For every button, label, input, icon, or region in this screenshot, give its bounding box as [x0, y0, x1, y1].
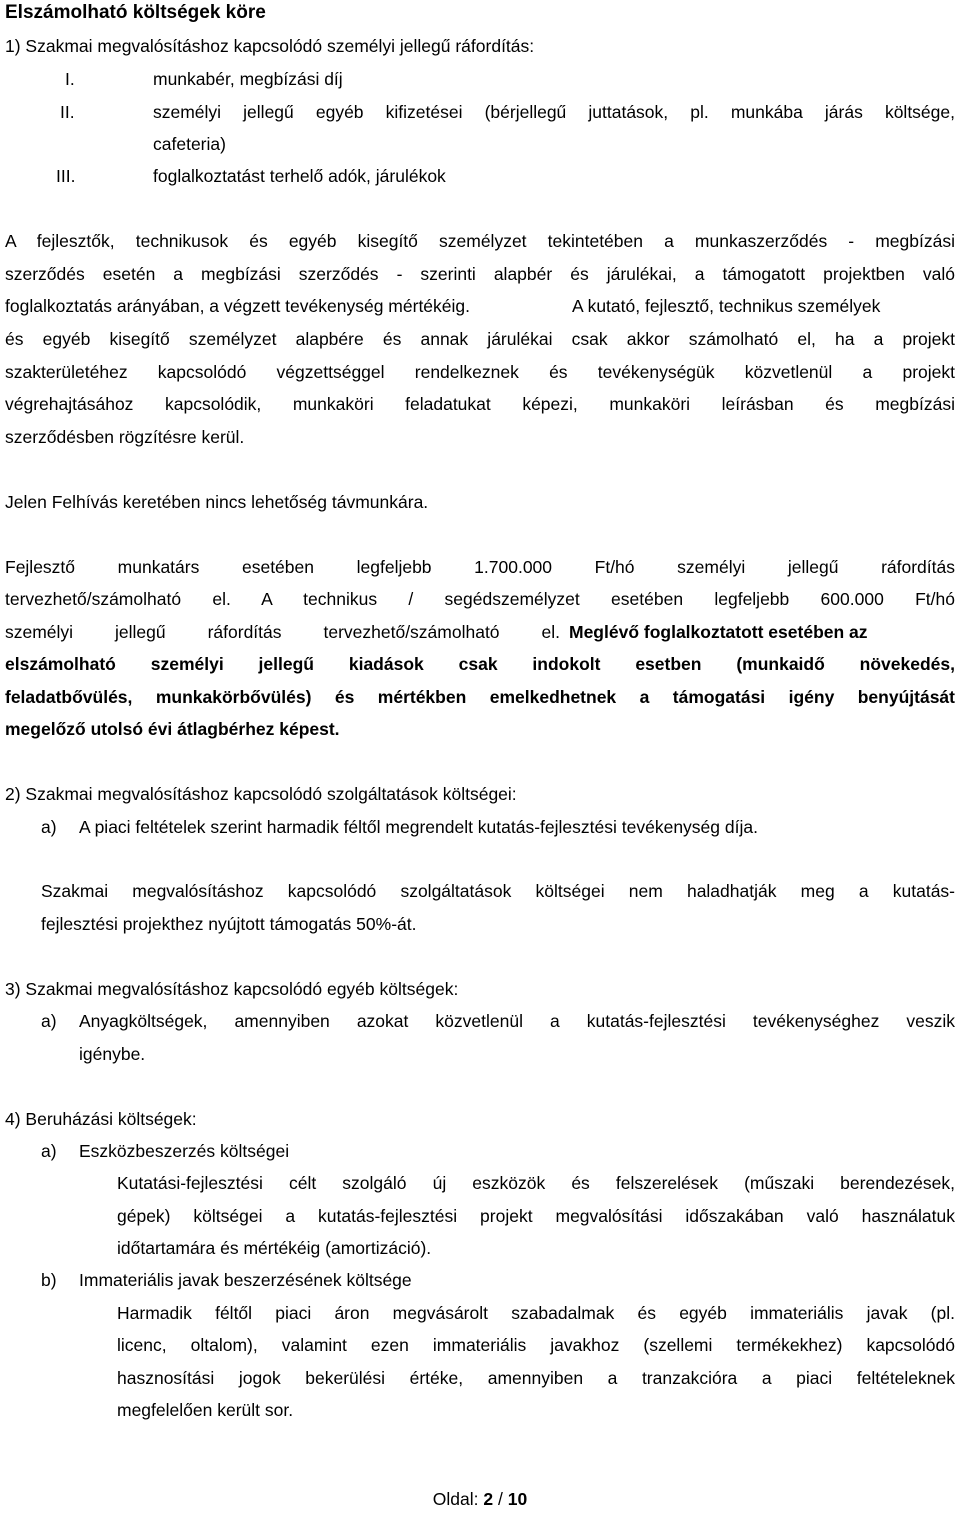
paragraph-bold-line: megelőző utolsó évi átlagbérhez képest. — [5, 719, 340, 739]
list-label: a) — [41, 817, 57, 837]
section-2-heading: 2) Szakmai megvalósításhoz kapcsolódó szolgáltatások költségei: — [5, 784, 517, 804]
footer-page-total: 10 — [507, 1489, 528, 1509]
paragraph-line: személyi jellegű ráfordítás tervezhető/számolható el. — [5, 622, 560, 642]
section-3-heading: 3) Szakmai megvalósításhoz kapcsolódó egyéb költségek: — [5, 979, 459, 999]
list-item: Anyagköltségek, amennyiben azokat közvetlenül a kutatás-fejlesztési tevékenységhez veszik — [79, 1011, 955, 1031]
list-item-line: Kutatási-fejlesztési célt szolgáló új eszközök és felszerelések (műszaki berendezések, — [117, 1173, 955, 1193]
list-item: A piaci feltételek szerint harmadik féltől megrendelt kutatás-fejlesztési tevékenység díja. — [79, 817, 758, 837]
page-footer — [0, 1489, 960, 1509]
paragraph-line: és egyéb kisegítő személyzet alapbére és annak járulékai csak akkor számolható el, ha a projekt — [5, 329, 955, 349]
paragraph-line: Fejlesztő munkatárs esetében legfeljebb 1.700.000 Ft/hó személyi jellegű ráfordítás — [5, 557, 955, 577]
paragraph-line: szakterületéhez kapcsolódó végzettséggel rendelkeznek és tevékenységük közvetlenül a projekt — [5, 362, 955, 382]
paragraph-line: tervezhető/számolható el. A technikus / segédszemélyzet esetében legfeljebb 600.000 Ft/hó — [5, 589, 955, 609]
footer-separator: / — [497, 1489, 503, 1509]
list-item-cont: cafeteria) — [153, 134, 226, 154]
note-line: Szakmai megvalósításhoz kapcsolódó szolgáltatások költségei nem haladhatják meg a kutatás- — [41, 881, 955, 901]
list-label: a) — [41, 1141, 57, 1161]
list-item-line: időtartamára és mértékéig (amortizáció). — [117, 1238, 432, 1258]
list-item-line: gépek) költségei a kutatás-fejlesztési projekt megvalósítási időszakában való használatuk — [117, 1206, 955, 1226]
list-item-title: Eszközbeszerzés költségei — [79, 1141, 290, 1161]
paragraph-line: szerződés esetén a megbízási szerződés - szerinti alapbér és járulékai, a támogatott projektben való — [5, 264, 955, 284]
footer-label: Oldal: — [432, 1489, 479, 1509]
list-label: a) — [41, 1011, 57, 1031]
section-1-heading: 1) Szakmai megvalósításhoz kapcsolódó személyi jellegű ráfordítás: — [5, 36, 535, 56]
list-label: b) — [41, 1270, 57, 1290]
paragraph-line: szerződésben rögzítésre kerül. — [5, 427, 245, 447]
paragraph-line-cont: A kutató, fejlesztő, technikus személyek — [572, 296, 881, 316]
list-item-line: licenc, oltalom), valamint ezen immateriális javakhoz (szellemi termékekhez) kapcsolódó — [117, 1335, 955, 1355]
list-num: I. — [65, 69, 75, 89]
list-item-cont: igénybe. — [79, 1044, 146, 1064]
list-item: munkabér, megbízási díj — [153, 69, 343, 89]
paragraph-line: végrehajtásához kapcsolódik, munkaköri feladatukat képezi, munkaköri leírásban és megbízási — [5, 394, 955, 414]
paragraph-line: A fejlesztők, technikusok és egyéb kisegítő személyzet tekintetében a munkaszerződés - megbízási — [5, 231, 955, 251]
note-line: fejlesztési projekthez nyújtott támogatás 50%-át. — [41, 914, 417, 934]
list-num: III. — [56, 166, 76, 186]
section-4-heading: 4) Beruházási költségek: — [5, 1109, 197, 1129]
list-num: II. — [60, 102, 75, 122]
list-item-line: megfelelően került sor. — [117, 1400, 294, 1420]
footer-page-number: 2 — [483, 1489, 494, 1509]
list-item-title: Immateriális javak beszerzésének költsége — [79, 1270, 412, 1290]
list-item: foglalkoztatást terhelő adók, járulékok — [153, 166, 446, 186]
list-item: személyi jellegű egyéb kifizetései (bérjellegű juttatások, pl. munkába járás költsége, — [153, 102, 955, 122]
paragraph-bold-line: feladatbővülés, munkakörbővülés) és mértékben emelkedhetnek a támogatási igény benyújtását — [5, 687, 955, 707]
list-item-line: Harmadik féltől piaci áron megvásárolt szabadalmak és egyéb immateriális javak (pl. — [117, 1303, 955, 1323]
paragraph-line: foglalkoztatás arányában, a végzett tevékenység mértékéig. — [5, 296, 470, 316]
paragraph-bold-start: Meglévő foglalkoztatott esetében az — [569, 622, 868, 642]
paragraph-telework: Jelen Felhívás keretében nincs lehetőség távmunkára. — [5, 492, 429, 512]
paragraph-bold-line: elszámolható személyi jellegű kiadások csak indokolt esetben (munkaidő növekedés, — [5, 654, 955, 674]
list-item-line: hasznosítási jogok bekerülési értéke, amennyiben a tranzakcióra a piaci feltételeknek — [117, 1368, 955, 1388]
page-title: Elszámolható költségek köre — [5, 2, 266, 23]
